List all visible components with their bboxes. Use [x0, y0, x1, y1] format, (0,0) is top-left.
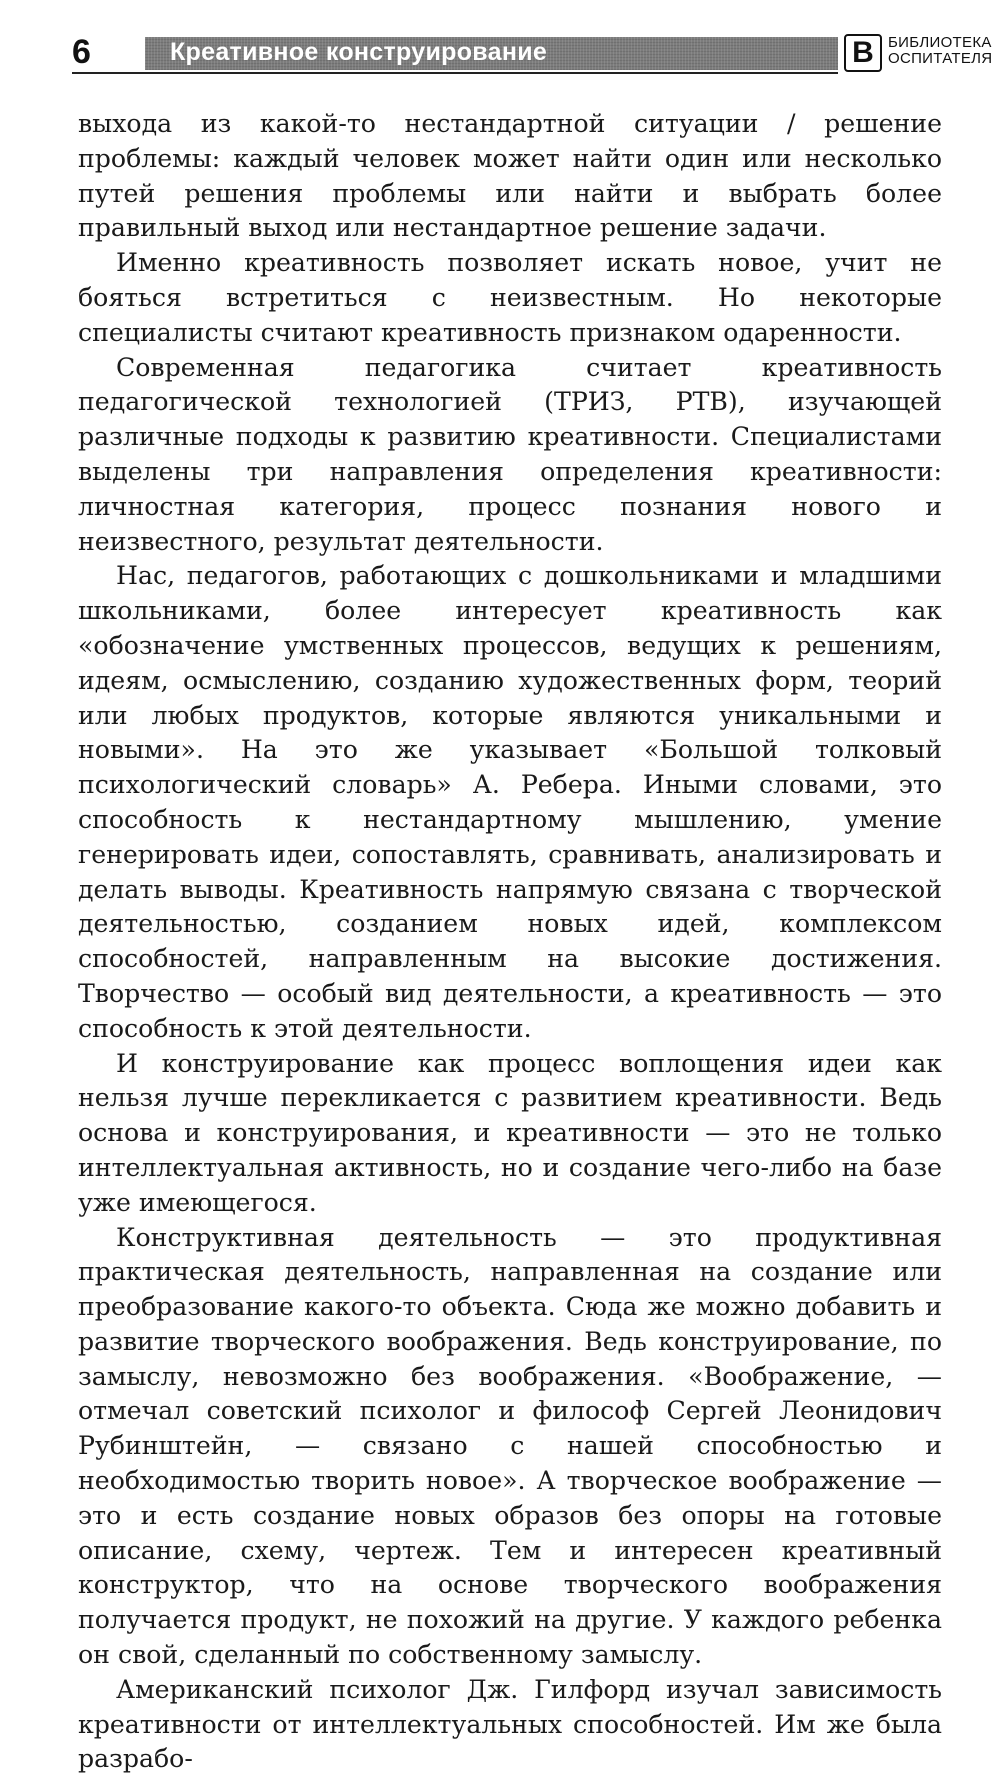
- logo-text: [888, 35, 992, 67]
- page-header: [72, 30, 993, 78]
- logo-line-1: БИБЛИОТЕКА: [888, 34, 992, 51]
- body-text: [78, 107, 942, 1777]
- logo-letter: В: [844, 34, 882, 72]
- paragraph: Современная педагогика считает креативность педагогической технологией (ТРИЗ, РТВ), изучающей различные подходы к развитию креативности. Специалистами выделены три направления определения креативности: личностная категория, процесс познания нового и неизвестного, результат деятельности.: [78, 352, 942, 556]
- paragraph: Конструктивная деятельность — это продуктивная практическая деятельность, направленная на создание или преобразование какого-то объекта. Сюда же можно добавить и развитие творческого воображения. Ведь конструирование, по замыслу, невозможно без воображения. «Воображение, — отмечал советский психолог и философ Сергей Леонидович Рубинштейн, — связано с нашей способностью и необходимостью творить новое». А творческое воображение — это и есть создание новых образов без опоры на готовые описание, схему, чертеж. Тем и интересен креативный конструктор, что на основе творческого воображения получается продукт, не похожий на другие. У каждого ребенка он свой, сделанный по собственному замыслу.: [78, 1222, 942, 1670]
- paragraph: Американский психолог Дж. Гилфорд изучал зависимость креативности от интеллектуальных способностей. Им же была разрабо-: [78, 1674, 942, 1774]
- series-logo: [844, 30, 993, 78]
- paragraph: Нас, педагогов, работающих с дошкольниками и младшими школьниками, более интересует креативность как «обозначение умственных процессов, ведущих к решениям, идеям, осмыслению, созданию художественных форм, теорий или любых продуктов, которые являются уникальными и новыми». На это же указывает «Большой толковый психологический словарь» А. Ребера. Иными словами, это способность к нестандартному мышлению, умение генерировать идеи, сопоставлять, сравнивать, анализировать и делать выводы. Креативность напрямую связана с творческой деятельностью, созданием новых идей, комплексом способностей, направленным на высокие достижения. Творчество — особый вид деятельности, а креативность — это способность к этой деятельности.: [78, 561, 942, 1043]
- logo-line-2: ОСПИТАТЕЛЯ: [888, 50, 993, 67]
- chapter-title: Креативное конструирование: [170, 38, 548, 66]
- paragraph: Именно креативность позволяет искать новое, учит не бояться встретиться с неизвестным. Но некоторые специалисты считают креативность признаком одаренности.: [78, 248, 942, 347]
- paragraph: выхода из какой-то нестандартной ситуации / решение проблемы: каждый человек может найти один или несколько путей решения проблемы или найти и выбрать более правильный выход или нестандартное решение задачи.: [78, 109, 942, 243]
- paragraph: И конструирование как процесс воплощения идеи как нельзя лучше перекликается с развитием креативности. Ведь основа и конструирования, и креативности — это не только интеллектуальная активность, но и создание чего-либо на базе уже имеющегося.: [78, 1048, 942, 1217]
- page-number: 6: [72, 33, 91, 71]
- header-rule: [72, 72, 838, 74]
